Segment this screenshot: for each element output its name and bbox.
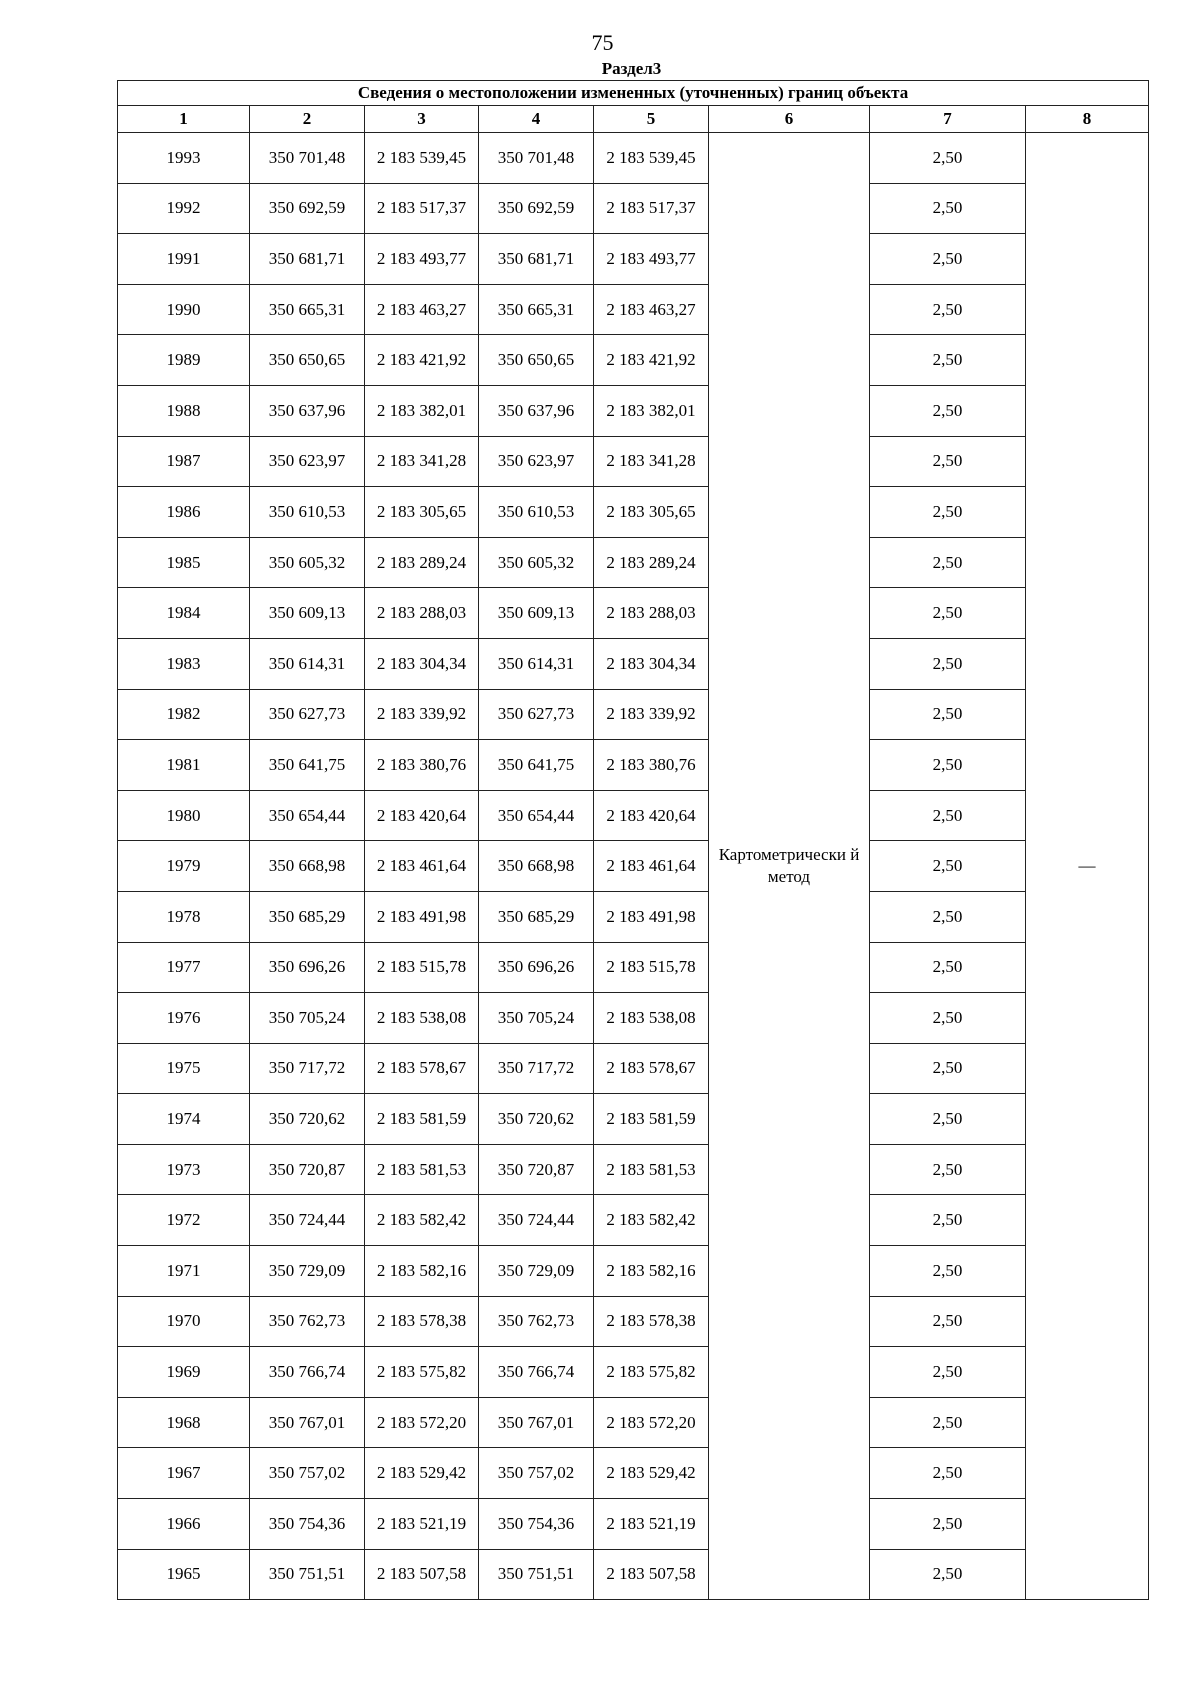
table-row (118, 1448, 1149, 1499)
x-existing-cell: 350 609,13 (250, 588, 365, 639)
x-refined-cell: 350 751,51 (479, 1549, 594, 1600)
point-number-cell: 1993 (118, 133, 250, 184)
y-refined-cell: 2 183 420,64 (594, 790, 709, 841)
section-title: Раздел3 (601, 59, 662, 78)
column-number-header: 7 (870, 106, 1026, 133)
table-row (118, 436, 1149, 487)
x-existing-cell: 350 637,96 (250, 385, 365, 436)
point-number-cell: 1988 (118, 385, 250, 436)
y-refined-cell: 2 183 582,42 (594, 1195, 709, 1246)
y-refined-cell: 2 183 491,98 (594, 891, 709, 942)
point-number-cell: 1981 (118, 740, 250, 791)
x-refined-cell: 350 696,26 (479, 942, 594, 993)
y-refined-cell: 2 183 515,78 (594, 942, 709, 993)
table-row (118, 284, 1149, 335)
point-number-cell: 1991 (118, 234, 250, 285)
x-refined-cell: 350 627,73 (479, 689, 594, 740)
x-refined-cell: 350 623,97 (479, 436, 594, 487)
table-row (118, 1296, 1149, 1347)
table-row (118, 740, 1149, 791)
x-refined-cell: 350 729,09 (479, 1246, 594, 1297)
accuracy-cell: 2,50 (870, 1043, 1026, 1094)
y-refined-cell: 2 183 493,77 (594, 234, 709, 285)
point-number-cell: 1967 (118, 1448, 250, 1499)
x-existing-cell: 350 668,98 (250, 841, 365, 892)
y-existing-cell: 2 183 578,38 (365, 1296, 479, 1347)
x-existing-cell: 350 751,51 (250, 1549, 365, 1600)
y-existing-cell: 2 183 517,37 (365, 183, 479, 234)
y-existing-cell: 2 183 521,19 (365, 1499, 479, 1550)
table-caption: Сведения о местоположении измененных (уточненных) границ объекта (118, 81, 1149, 106)
y-refined-cell: 2 183 538,08 (594, 993, 709, 1044)
accuracy-cell: 2,50 (870, 942, 1026, 993)
accuracy-cell: 2,50 (870, 891, 1026, 942)
x-refined-cell: 350 665,31 (479, 284, 594, 335)
y-existing-cell: 2 183 461,64 (365, 841, 479, 892)
y-refined-cell: 2 183 578,67 (594, 1043, 709, 1094)
y-existing-cell: 2 183 581,53 (365, 1144, 479, 1195)
x-existing-cell: 350 720,62 (250, 1094, 365, 1145)
x-refined-cell: 350 724,44 (479, 1195, 594, 1246)
y-existing-cell: 2 183 575,82 (365, 1347, 479, 1398)
y-refined-cell: 2 183 529,42 (594, 1448, 709, 1499)
page-number: 75 (591, 30, 614, 55)
accuracy-cell: 2,50 (870, 1296, 1026, 1347)
x-existing-cell: 350 665,31 (250, 284, 365, 335)
point-number-cell: 1985 (118, 537, 250, 588)
y-refined-cell: 2 183 339,92 (594, 689, 709, 740)
accuracy-cell: 2,50 (870, 1246, 1026, 1297)
x-existing-cell: 350 641,75 (250, 740, 365, 791)
x-existing-cell: 350 766,74 (250, 1347, 365, 1398)
y-refined-cell: 2 183 578,38 (594, 1296, 709, 1347)
x-existing-cell: 350 681,71 (250, 234, 365, 285)
x-refined-cell: 350 668,98 (479, 841, 594, 892)
y-existing-cell: 2 183 491,98 (365, 891, 479, 942)
x-refined-cell: 350 650,65 (479, 335, 594, 386)
x-refined-cell: 350 609,13 (479, 588, 594, 639)
x-existing-cell: 350 757,02 (250, 1448, 365, 1499)
x-refined-cell: 350 681,71 (479, 234, 594, 285)
x-existing-cell: 350 762,73 (250, 1296, 365, 1347)
accuracy-cell: 2,50 (870, 1347, 1026, 1398)
column-number-header: 3 (365, 106, 479, 133)
x-refined-cell: 350 717,72 (479, 1043, 594, 1094)
y-existing-cell: 2 183 493,77 (365, 234, 479, 285)
y-existing-cell: 2 183 382,01 (365, 385, 479, 436)
accuracy-cell: 2,50 (870, 993, 1026, 1044)
y-refined-cell: 2 183 507,58 (594, 1549, 709, 1600)
table-row (118, 385, 1149, 436)
table-row (118, 891, 1149, 942)
accuracy-cell: 2,50 (870, 436, 1026, 487)
point-number-cell: 1987 (118, 436, 250, 487)
column-number-header: 2 (250, 106, 365, 133)
x-refined-cell: 350 654,44 (479, 790, 594, 841)
table-body (118, 133, 1149, 1600)
y-existing-cell: 2 183 421,92 (365, 335, 479, 386)
table-row (118, 942, 1149, 993)
table-row (118, 790, 1149, 841)
x-refined-cell: 350 685,29 (479, 891, 594, 942)
table-row (118, 588, 1149, 639)
y-existing-cell: 2 183 578,67 (365, 1043, 479, 1094)
point-number-cell: 1969 (118, 1347, 250, 1398)
x-existing-cell: 350 614,31 (250, 638, 365, 689)
boundary-coordinates-table (117, 80, 1149, 1600)
x-refined-cell: 350 762,73 (479, 1296, 594, 1347)
point-number-cell: 1986 (118, 487, 250, 538)
table-row (118, 183, 1149, 234)
y-existing-cell: 2 183 339,92 (365, 689, 479, 740)
y-existing-cell: 2 183 289,24 (365, 537, 479, 588)
x-existing-cell: 350 767,01 (250, 1397, 365, 1448)
accuracy-cell: 2,50 (870, 133, 1026, 184)
x-existing-cell: 350 724,44 (250, 1195, 365, 1246)
y-refined-cell: 2 183 575,82 (594, 1347, 709, 1398)
y-refined-cell: 2 183 521,19 (594, 1499, 709, 1550)
point-number-cell: 1965 (118, 1549, 250, 1600)
x-refined-cell: 350 757,02 (479, 1448, 594, 1499)
accuracy-cell: 2,50 (870, 740, 1026, 791)
x-existing-cell: 350 685,29 (250, 891, 365, 942)
point-number-cell: 1966 (118, 1499, 250, 1550)
x-refined-cell: 350 705,24 (479, 993, 594, 1044)
table-row (118, 1347, 1149, 1398)
x-refined-cell: 350 605,32 (479, 537, 594, 588)
x-existing-cell: 350 701,48 (250, 133, 365, 184)
x-existing-cell: 350 610,53 (250, 487, 365, 538)
y-refined-cell: 2 183 341,28 (594, 436, 709, 487)
x-existing-cell: 350 717,72 (250, 1043, 365, 1094)
accuracy-cell: 2,50 (870, 1499, 1026, 1550)
accuracy-cell: 2,50 (870, 689, 1026, 740)
point-number-cell: 1977 (118, 942, 250, 993)
note-cell: — (1026, 133, 1149, 1600)
y-existing-cell: 2 183 538,08 (365, 993, 479, 1044)
table-row (118, 133, 1149, 184)
column-number-header: 8 (1026, 106, 1149, 133)
y-refined-cell: 2 183 304,34 (594, 638, 709, 689)
y-existing-cell: 2 183 420,64 (365, 790, 479, 841)
x-existing-cell: 350 605,32 (250, 537, 365, 588)
point-number-cell: 1979 (118, 841, 250, 892)
table-row (118, 1195, 1149, 1246)
x-existing-cell: 350 729,09 (250, 1246, 365, 1297)
x-refined-cell: 350 692,59 (479, 183, 594, 234)
x-existing-cell: 350 696,26 (250, 942, 365, 993)
table-row (118, 1549, 1149, 1600)
x-refined-cell: 350 767,01 (479, 1397, 594, 1448)
y-refined-cell: 2 183 539,45 (594, 133, 709, 184)
point-number-cell: 1978 (118, 891, 250, 942)
accuracy-cell: 2,50 (870, 385, 1026, 436)
y-existing-cell: 2 183 582,42 (365, 1195, 479, 1246)
y-existing-cell: 2 183 582,16 (365, 1246, 479, 1297)
accuracy-cell: 2,50 (870, 790, 1026, 841)
column-number-header: 5 (594, 106, 709, 133)
y-refined-cell: 2 183 382,01 (594, 385, 709, 436)
accuracy-cell: 2,50 (870, 1448, 1026, 1499)
accuracy-cell: 2,50 (870, 284, 1026, 335)
point-number-cell: 1982 (118, 689, 250, 740)
table-row (118, 841, 1149, 892)
point-number-cell: 1992 (118, 183, 250, 234)
column-number-header: 4 (479, 106, 594, 133)
y-existing-cell: 2 183 539,45 (365, 133, 479, 184)
table-row (118, 537, 1149, 588)
y-refined-cell: 2 183 305,65 (594, 487, 709, 538)
point-number-cell: 1968 (118, 1397, 250, 1448)
x-refined-cell: 350 754,36 (479, 1499, 594, 1550)
table-row (118, 335, 1149, 386)
accuracy-cell: 2,50 (870, 537, 1026, 588)
point-number-cell: 1989 (118, 335, 250, 386)
x-refined-cell: 350 614,31 (479, 638, 594, 689)
method-cell: Картометрически й метод (709, 133, 870, 1600)
table-row (118, 1397, 1149, 1448)
y-refined-cell: 2 183 289,24 (594, 537, 709, 588)
table-row (118, 234, 1149, 285)
x-existing-cell: 350 623,97 (250, 436, 365, 487)
y-existing-cell: 2 183 572,20 (365, 1397, 479, 1448)
y-existing-cell: 2 183 341,28 (365, 436, 479, 487)
accuracy-cell: 2,50 (870, 234, 1026, 285)
accuracy-cell: 2,50 (870, 183, 1026, 234)
y-refined-cell: 2 183 572,20 (594, 1397, 709, 1448)
point-number-cell: 1990 (118, 284, 250, 335)
table-row (118, 638, 1149, 689)
table-row (118, 1094, 1149, 1145)
point-number-cell: 1975 (118, 1043, 250, 1094)
point-number-cell: 1984 (118, 588, 250, 639)
accuracy-cell: 2,50 (870, 841, 1026, 892)
accuracy-cell: 2,50 (870, 335, 1026, 386)
point-number-cell: 1974 (118, 1094, 250, 1145)
x-refined-cell: 350 720,87 (479, 1144, 594, 1195)
y-existing-cell: 2 183 288,03 (365, 588, 479, 639)
x-refined-cell: 350 720,62 (479, 1094, 594, 1145)
point-number-cell: 1970 (118, 1296, 250, 1347)
table-row (118, 487, 1149, 538)
y-refined-cell: 2 183 582,16 (594, 1246, 709, 1297)
y-refined-cell: 2 183 380,76 (594, 740, 709, 791)
x-existing-cell: 350 650,65 (250, 335, 365, 386)
y-refined-cell: 2 183 288,03 (594, 588, 709, 639)
x-refined-cell: 350 610,53 (479, 487, 594, 538)
column-number-row (118, 106, 1149, 133)
accuracy-cell: 2,50 (870, 1144, 1026, 1195)
y-refined-cell: 2 183 461,64 (594, 841, 709, 892)
y-existing-cell: 2 183 463,27 (365, 284, 479, 335)
y-existing-cell: 2 183 304,34 (365, 638, 479, 689)
table-row (118, 689, 1149, 740)
accuracy-cell: 2,50 (870, 1094, 1026, 1145)
accuracy-cell: 2,50 (870, 1397, 1026, 1448)
x-refined-cell: 350 701,48 (479, 133, 594, 184)
column-number-header: 6 (709, 106, 870, 133)
x-existing-cell: 350 705,24 (250, 993, 365, 1044)
point-number-cell: 1972 (118, 1195, 250, 1246)
y-refined-cell: 2 183 581,53 (594, 1144, 709, 1195)
y-existing-cell: 2 183 529,42 (365, 1448, 479, 1499)
accuracy-cell: 2,50 (870, 588, 1026, 639)
point-number-cell: 1976 (118, 993, 250, 1044)
table-row (118, 993, 1149, 1044)
point-number-cell: 1983 (118, 638, 250, 689)
x-refined-cell: 350 637,96 (479, 385, 594, 436)
table-row (118, 1246, 1149, 1297)
accuracy-cell: 2,50 (870, 638, 1026, 689)
y-existing-cell: 2 183 515,78 (365, 942, 479, 993)
y-existing-cell: 2 183 305,65 (365, 487, 479, 538)
y-refined-cell: 2 183 463,27 (594, 284, 709, 335)
x-refined-cell: 350 766,74 (479, 1347, 594, 1398)
y-refined-cell: 2 183 517,37 (594, 183, 709, 234)
point-number-cell: 1971 (118, 1246, 250, 1297)
x-existing-cell: 350 754,36 (250, 1499, 365, 1550)
y-existing-cell: 2 183 507,58 (365, 1549, 479, 1600)
column-number-header: 1 (118, 106, 250, 133)
y-existing-cell: 2 183 380,76 (365, 740, 479, 791)
x-existing-cell: 350 720,87 (250, 1144, 365, 1195)
x-refined-cell: 350 641,75 (479, 740, 594, 791)
y-existing-cell: 2 183 581,59 (365, 1094, 479, 1145)
x-existing-cell: 350 627,73 (250, 689, 365, 740)
accuracy-cell: 2,50 (870, 1549, 1026, 1600)
x-existing-cell: 350 692,59 (250, 183, 365, 234)
y-refined-cell: 2 183 421,92 (594, 335, 709, 386)
table-row (118, 1144, 1149, 1195)
accuracy-cell: 2,50 (870, 1195, 1026, 1246)
table-row (118, 1043, 1149, 1094)
x-existing-cell: 350 654,44 (250, 790, 365, 841)
y-refined-cell: 2 183 581,59 (594, 1094, 709, 1145)
accuracy-cell: 2,50 (870, 487, 1026, 538)
table-row (118, 1499, 1149, 1550)
point-number-cell: 1980 (118, 790, 250, 841)
point-number-cell: 1973 (118, 1144, 250, 1195)
